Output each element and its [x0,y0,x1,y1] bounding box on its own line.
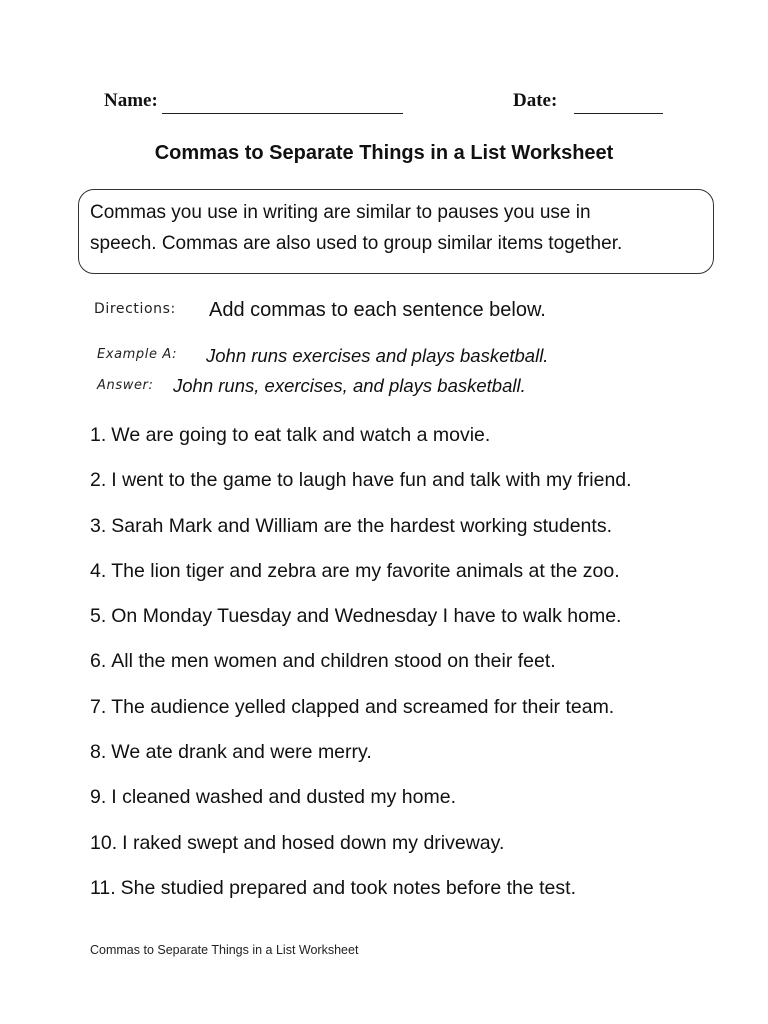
item-number: 2. [90,469,107,492]
list-item [90,467,632,512]
name-label: Name: [104,90,158,111]
list-item [90,875,632,920]
date-field[interactable] [574,113,663,114]
item-text: All the men women and children stood on their feet. [111,650,556,673]
item-number: 4. [90,559,107,582]
item-text: The lion tiger and zebra are my favorite animals at the zoo. [111,559,620,582]
page-footer: Commas to Separate Things in a List Worksheet [90,943,359,957]
item-text: Sarah Mark and William are the hardest working students. [111,514,612,537]
directions-label: Directions: [94,301,176,317]
list-item [90,603,632,648]
answer-label: Answer: [97,378,154,393]
list-item [90,513,632,558]
item-text: We ate drank and were merry. [111,741,372,764]
list-item [90,739,632,784]
item-text: I raked swept and hosed down my driveway. [122,831,505,854]
list-item [90,784,632,829]
directions-text: Add commas to each sentence below. [209,299,546,321]
intro-line-1: Commas you use in writing are similar to pauses you use in [90,202,591,223]
example-sentence: John runs exercises and plays basketball. [206,345,549,366]
list-item [90,648,632,693]
item-text: The audience yelled clapped and screamed for their team. [111,695,615,718]
item-text: On Monday Tuesday and Wednesday I have to walk home. [111,605,622,628]
item-number: 8. [90,741,107,764]
list-item [90,830,632,875]
item-number: 5. [90,605,107,628]
answer-sentence: John runs, exercises, and plays basketball. [173,375,526,396]
item-text: I cleaned washed and dusted my home. [111,786,456,809]
worksheet-title: Commas to Separate Things in a List Worksheet [154,142,614,164]
item-number: 10. [90,831,118,854]
item-number: 3. [90,514,107,537]
item-number: 1. [90,424,107,446]
intro-line-2: speech. Commas are also used to group similar items together. [90,233,623,254]
date-label: Date: [513,90,558,111]
header-row [0,90,768,120]
item-number: 9. [90,786,107,809]
example-label: Example A: [97,347,178,362]
name-field[interactable] [162,113,403,114]
list-item [90,558,632,603]
item-text: We are going to eat talk and watch a movie. [111,424,491,446]
sentence-list [90,422,632,920]
list-item [90,422,632,467]
item-text: She studied prepared and took notes before the test. [120,876,576,899]
item-number: 11. [90,876,116,899]
item-number: 7. [90,695,107,718]
item-text: I went to the game to laugh have fun and talk with my friend. [111,469,632,492]
item-number: 6. [90,650,107,673]
list-item [90,694,632,739]
